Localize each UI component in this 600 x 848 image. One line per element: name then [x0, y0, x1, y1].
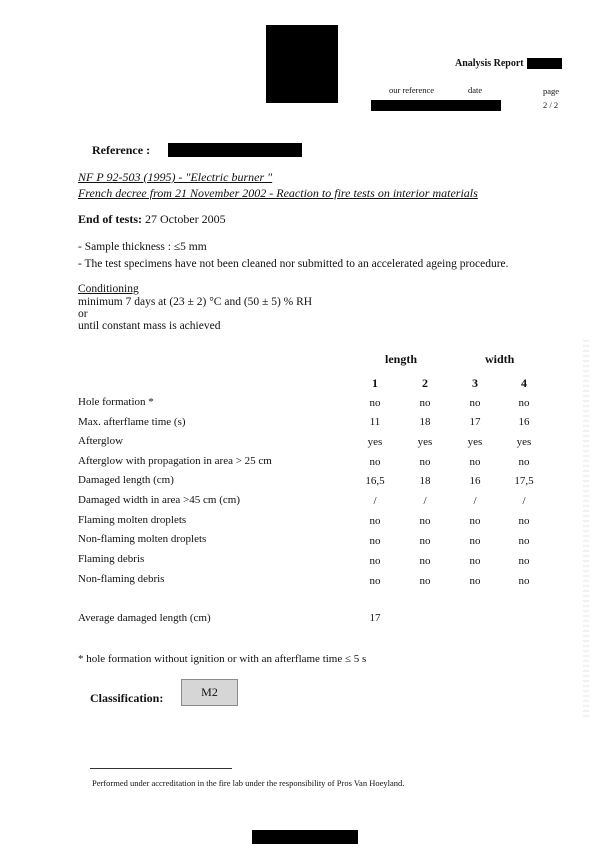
conditioning-title: Conditioning	[78, 283, 139, 295]
standard-line-2: French decree from 21 November 2002 - Reaction to fire tests on interior materials	[78, 186, 478, 200]
table-cell: 16	[469, 475, 481, 487]
redacted-reference-value	[168, 143, 302, 157]
table-row-label: Non-flaming molten droplets	[78, 533, 207, 545]
column-header-4: 4	[521, 376, 527, 390]
our-reference-label: our reference	[389, 85, 435, 95]
standard-line-1: NF P 92-503 (1995) - "Electric burner "	[78, 170, 273, 184]
table-cell: yes	[516, 436, 532, 448]
column-header-2: 2	[422, 376, 428, 390]
table-cell: no	[469, 397, 481, 409]
page-value: 2 / 2	[543, 100, 559, 110]
column-header-3: 3	[472, 376, 478, 390]
conditioning-line-2: or	[78, 308, 88, 320]
table-cell: no	[518, 397, 530, 409]
classification-box	[181, 679, 238, 706]
table-cell: no	[419, 515, 431, 527]
table-row-label: Flaming molten droplets	[78, 514, 187, 526]
table-cell: yes	[367, 436, 383, 448]
table-cell: no	[369, 397, 381, 409]
table-cell: 11	[369, 416, 381, 428]
table-cell: no	[518, 535, 530, 547]
date-label: date	[468, 85, 483, 95]
table-cell: 16,5	[365, 475, 385, 487]
table-cell: no	[469, 535, 481, 547]
redacted-reference-date	[371, 100, 501, 111]
page-label: page	[543, 86, 560, 96]
end-of-tests-value: 27 October 2005	[145, 212, 226, 226]
footnote: * hole formation without ignition or with an afterflame time ≤ 5 s	[78, 653, 367, 665]
reference-label: Reference :	[92, 143, 151, 157]
table-cell: no	[369, 456, 381, 468]
table-cell: yes	[467, 436, 483, 448]
note-specimens: - The test specimens have not been cleaned nor submitted to an accelerated ageing procedure.	[78, 258, 509, 270]
scan-artifact	[583, 340, 589, 720]
table-cell: no	[518, 555, 530, 567]
table-cell: no	[419, 535, 431, 547]
end-of-tests-label: End of tests:	[78, 212, 143, 226]
table-cell: no	[469, 456, 481, 468]
table-cell: no	[518, 456, 530, 468]
redacted-logo	[266, 25, 338, 103]
end-of-tests	[78, 212, 226, 227]
table-cell: 17	[469, 416, 481, 428]
table-cell: 16	[518, 416, 530, 428]
group-header-width: width	[485, 352, 515, 366]
table-cell: no	[469, 515, 481, 527]
note-sample-thickness: - Sample thickness : ≤5 mm	[78, 241, 207, 253]
column-header-1: 1	[372, 376, 378, 390]
table-row-label: Afterglow	[78, 435, 124, 447]
conditioning-line-1: minimum 7 days at (23 ± 2) °C and (50 ± 5) % RH	[78, 296, 313, 308]
table-cell: no	[369, 535, 381, 547]
table-row-label: Hole formation *	[78, 396, 154, 408]
footer-rule	[90, 768, 232, 769]
table-cell: no	[469, 575, 481, 587]
table-cell: no	[369, 555, 381, 567]
redacted-footer-block	[252, 830, 358, 844]
classification-value: M2	[201, 685, 218, 699]
table-cell: no	[419, 397, 431, 409]
table-cell: 17,5	[514, 475, 534, 487]
table-cell: no	[469, 555, 481, 567]
table-cell: no	[518, 515, 530, 527]
average-damaged-length-label: Average damaged length (cm)	[78, 612, 211, 624]
table-cell: no	[419, 555, 431, 567]
footer-text: Performed under accreditation in the fire lab under the responsibility of Pros Van Hoeyland.	[92, 778, 405, 788]
table-cell: /	[423, 495, 427, 507]
table-cell: /	[373, 495, 377, 507]
average-damaged-length-value: 17	[369, 612, 381, 624]
table-cell: no	[369, 515, 381, 527]
table-cell: no	[369, 575, 381, 587]
table-cell: no	[518, 575, 530, 587]
table-row-label: Afterglow with propagation in area > 25 cm	[78, 455, 272, 467]
table-cell: no	[419, 575, 431, 587]
table-row-label: Max. afterflame time (s)	[78, 416, 186, 428]
report-title: Analysis Report	[455, 58, 524, 69]
table-cell: /	[522, 495, 526, 507]
table-cell: yes	[417, 436, 433, 448]
table-row-label: Damaged length (cm)	[78, 474, 174, 486]
table-row-label: Flaming debris	[78, 553, 145, 565]
table-row-label: Non-flaming debris	[78, 573, 165, 585]
table-cell: no	[419, 456, 431, 468]
table-cell: /	[473, 495, 477, 507]
redacted-report-number	[527, 58, 562, 69]
conditioning-line-3: until constant mass is achieved	[78, 320, 221, 332]
table-cell: 18	[419, 475, 431, 487]
classification-label: Classification:	[90, 691, 164, 705]
table-cell: 18	[419, 416, 431, 428]
table-row-label: Damaged width in area >45 cm (cm)	[78, 494, 240, 506]
group-header-length: length	[385, 352, 418, 366]
